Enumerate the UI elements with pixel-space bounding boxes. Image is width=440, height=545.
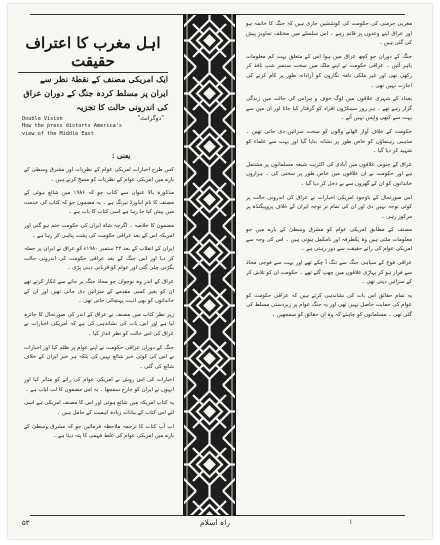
paragraph: اس صورتحال کے باوجود امریکی اخبارات نے عراق کی اندرونی حالت پر کوئی توجہ نہیں دی اور ان کی تمام تر توجہ ایران کے خلاف پروپیگنڈہ پر مرکوز رہی ۔ xyxy=(246,194,412,220)
english-line: Double Vision xyxy=(22,116,63,122)
paragraph: مغربی جرمنی کی حکومت کی کوششیں جاری ہیں کہ جنگ کا خاتمہ ہو اور عراق اپنے وعدوں پر قائم رہے ۔ اس سلسلے میں مختلف تجاویز پیش کی گئی ہیں ۔ xyxy=(246,21,412,47)
paragraph: عراقی فوج کے سپاہی جنگ سے تنگ آ چکے تھے اور بہت سے فوجی محاذ سے فرار ہو کر پہاڑی علاقوں میں چھپ گئے تھے ۔ حکومت ان کو تلاش کر کے سزائیں دیتی تھی ۔ xyxy=(246,260,412,286)
paragraph: ایران کے انقلاب کے بعد ۲۲ ستمبر ۱۹۸۰ء کو عراق نے ایران پر حملہ کر دیا اور اس جنگ کے بعد عراقی حکومت کی اندرونی حالت بگڑتی چلی گئی اور عوام کو قربانی دینی پڑی ۔ xyxy=(24,246,174,272)
yani-label: یعنی : xyxy=(112,151,131,160)
paragraph: زیر نظر کتاب میں مصنف نے عراق کے اندر کی صورتحال کا جائزہ لیا ہے اور اس بات کی نشاندہی کی ہے کہ امریکی اخبارات نے عراق کی اس حالت کو نظر انداز کیا ۔ xyxy=(24,311,174,337)
paragraph: اب آپ کتاب کا ترجمہ ملاحظہ فرمائیں جو کہ مشرق وسطیٰ کے بارے میں امریکی عوام کی غلط فہمی کا پتہ دیتا ہے ۔ xyxy=(24,423,174,440)
paragraph: مضمون کا خلاصہ ۔ اگرچہ شاہ ایران کی حکومت ختم ہو گئی اور امریکہ اس کے بعد عراقی حکومت کی پشت پناہی کر رہا ہے ۔ xyxy=(24,222,174,239)
author-credit: "دوگرانٹ" xyxy=(137,115,164,122)
paragraph: عراق کے اندر وہ نوجوان جو محاذ جنگ پر جانے سے انکار کرتے تھے ان کو بغیر کسی مقدمے کے سزائیں دی جاتی تھیں اور ان کے خاندانوں کو بھی اذیت پہنچائی جاتی تھی ۔ xyxy=(24,278,174,305)
paragraph: یہ کتاب امریکہ میں شائع ہوئی اور اس کا مصنف امریکی ہے اسی لئے اس کتاب کے بیانات زیادہ اہمیت کے حامل ہیں ۔ xyxy=(24,400,174,417)
paragraph: بغداد کے شہری علاقوں میں لوگ خوف و ہراس کی حالت میں زندگی گزار رہے تھے ۔ ہر روز سینکڑوں افراد کو گرفتار کیا جاتا اور ان میں سے بہت سے کبھی واپس نہیں آتے ۔ xyxy=(246,96,412,122)
paragraph: یہ تمام حقائق اس بات کی نشاندہی کرتے ہیں کہ عراقی حکومت کو عوام کی حمایت حاصل نہیں تھی اور یہ جنگ عوام پر زبردستی مسلط کی گئی تھی ۔ مسلمانوں کو چاہئے کہ وہ ان حقائق کو سمجھیں ۔ xyxy=(246,292,412,319)
decorative-knot-pattern xyxy=(183,14,236,516)
english-line: view of the Middle East xyxy=(22,130,94,137)
page-number: ۵۳ xyxy=(22,519,30,527)
article-subtitle: ایک امریکی مصنف کے نقطۂ نظر سے ایران پر مسلط کردہ جنگ کے دوران عراق کی اندرونی حالت کا تجزیہ xyxy=(23,74,168,112)
paragraph: مصنف کے مطابق امریکی عوام کو مشرق وسطیٰ کے بارے میں جو معلومات ملتی ہیں وہ یکطرفہ اور نامکمل ہوتی ہیں ۔ اس کی وجہ سے امریکی عوام کی رائے حقیقت سے دور رہتی ہے ۔ xyxy=(246,227,412,253)
paragraph: مذکورہ بالا عنوان سے کتاب جو کہ ۱۹۸۶ میں شائع ہوئی کے مصنف کا نام ایڈورڈ نیرنگ ہے ۔ یہ مضمون جو کہ کتاب کی خدمت میں پیش کیا جا رہا ہے اسی کتاب کا باب ہے ۔ xyxy=(24,190,174,216)
paragraph: اخبارات کی اس روش نے امریکی عوام کی رائے کو متاثر کیا اور انہوں نے ایران کو جارح سمجھا ۔ یہ اس مضمون کا لب لباب ہے ۔ xyxy=(24,377,174,393)
english-book-title xyxy=(22,116,172,138)
paragraph: کس طرح اخبارات امریکی عوام کے نظریات اور مشرق وسطیٰ کے بارے میں امریکی عوام کے نظریات کو مسخ کرتے ہیں ۔ xyxy=(24,167,174,183)
footer-mark: ا xyxy=(350,519,352,526)
article-title: اہل مغرب کا اعتراف حقیقت xyxy=(18,34,168,73)
paragraph: جنگ کے دوران جو کچھ عراق میں ہوا اس کے متعلق بہت کم معلومات باہر آئیں ۔ عراقی حکومت نے اپنے ملک میں سخت سنسر شپ نافذ کر رکھی تھی اور غیر ملکی نامہ نگاروں کو آزادانہ طور پر کام کرنے کی اجازت نہیں تھی ۔ xyxy=(246,53,412,89)
paragraph: جنگ کے دوران عراقی حکومت نے اپنے عوام پر ظلم کیا اور اخبارات نے اس کی کوئی خبر شائع نہیں کی بلکہ ہر خبر ایران کے خلاف شائع کی گئی ۔ xyxy=(24,344,174,370)
right-text-column xyxy=(246,20,412,510)
paragraph: حکومت کے خلاف آواز اٹھانے والوں کو سخت سزائیں دی جاتی تھیں ۔ مذہبی رہنماؤں کو خاص طور پر نشانہ بنایا گیا اور بہت سے علماء کو شہید کر دیا گیا ۔ xyxy=(246,128,412,155)
magazine-name: راہ اسلام xyxy=(200,518,230,527)
paragraph: عراق کے جنوبی علاقوں میں آبادی کی اکثریت شیعہ مسلمانوں پر مشتمل ہے اور حکومت نے ان علاقوں میں خاص طور پر سختی کی ۔ ہزاروں خاندانوں کو ان کے گھروں سے بے دخل کر دیا گیا ۔ xyxy=(246,161,412,187)
english-line: How the press distorts America's xyxy=(22,123,122,130)
left-text-column xyxy=(24,166,174,511)
